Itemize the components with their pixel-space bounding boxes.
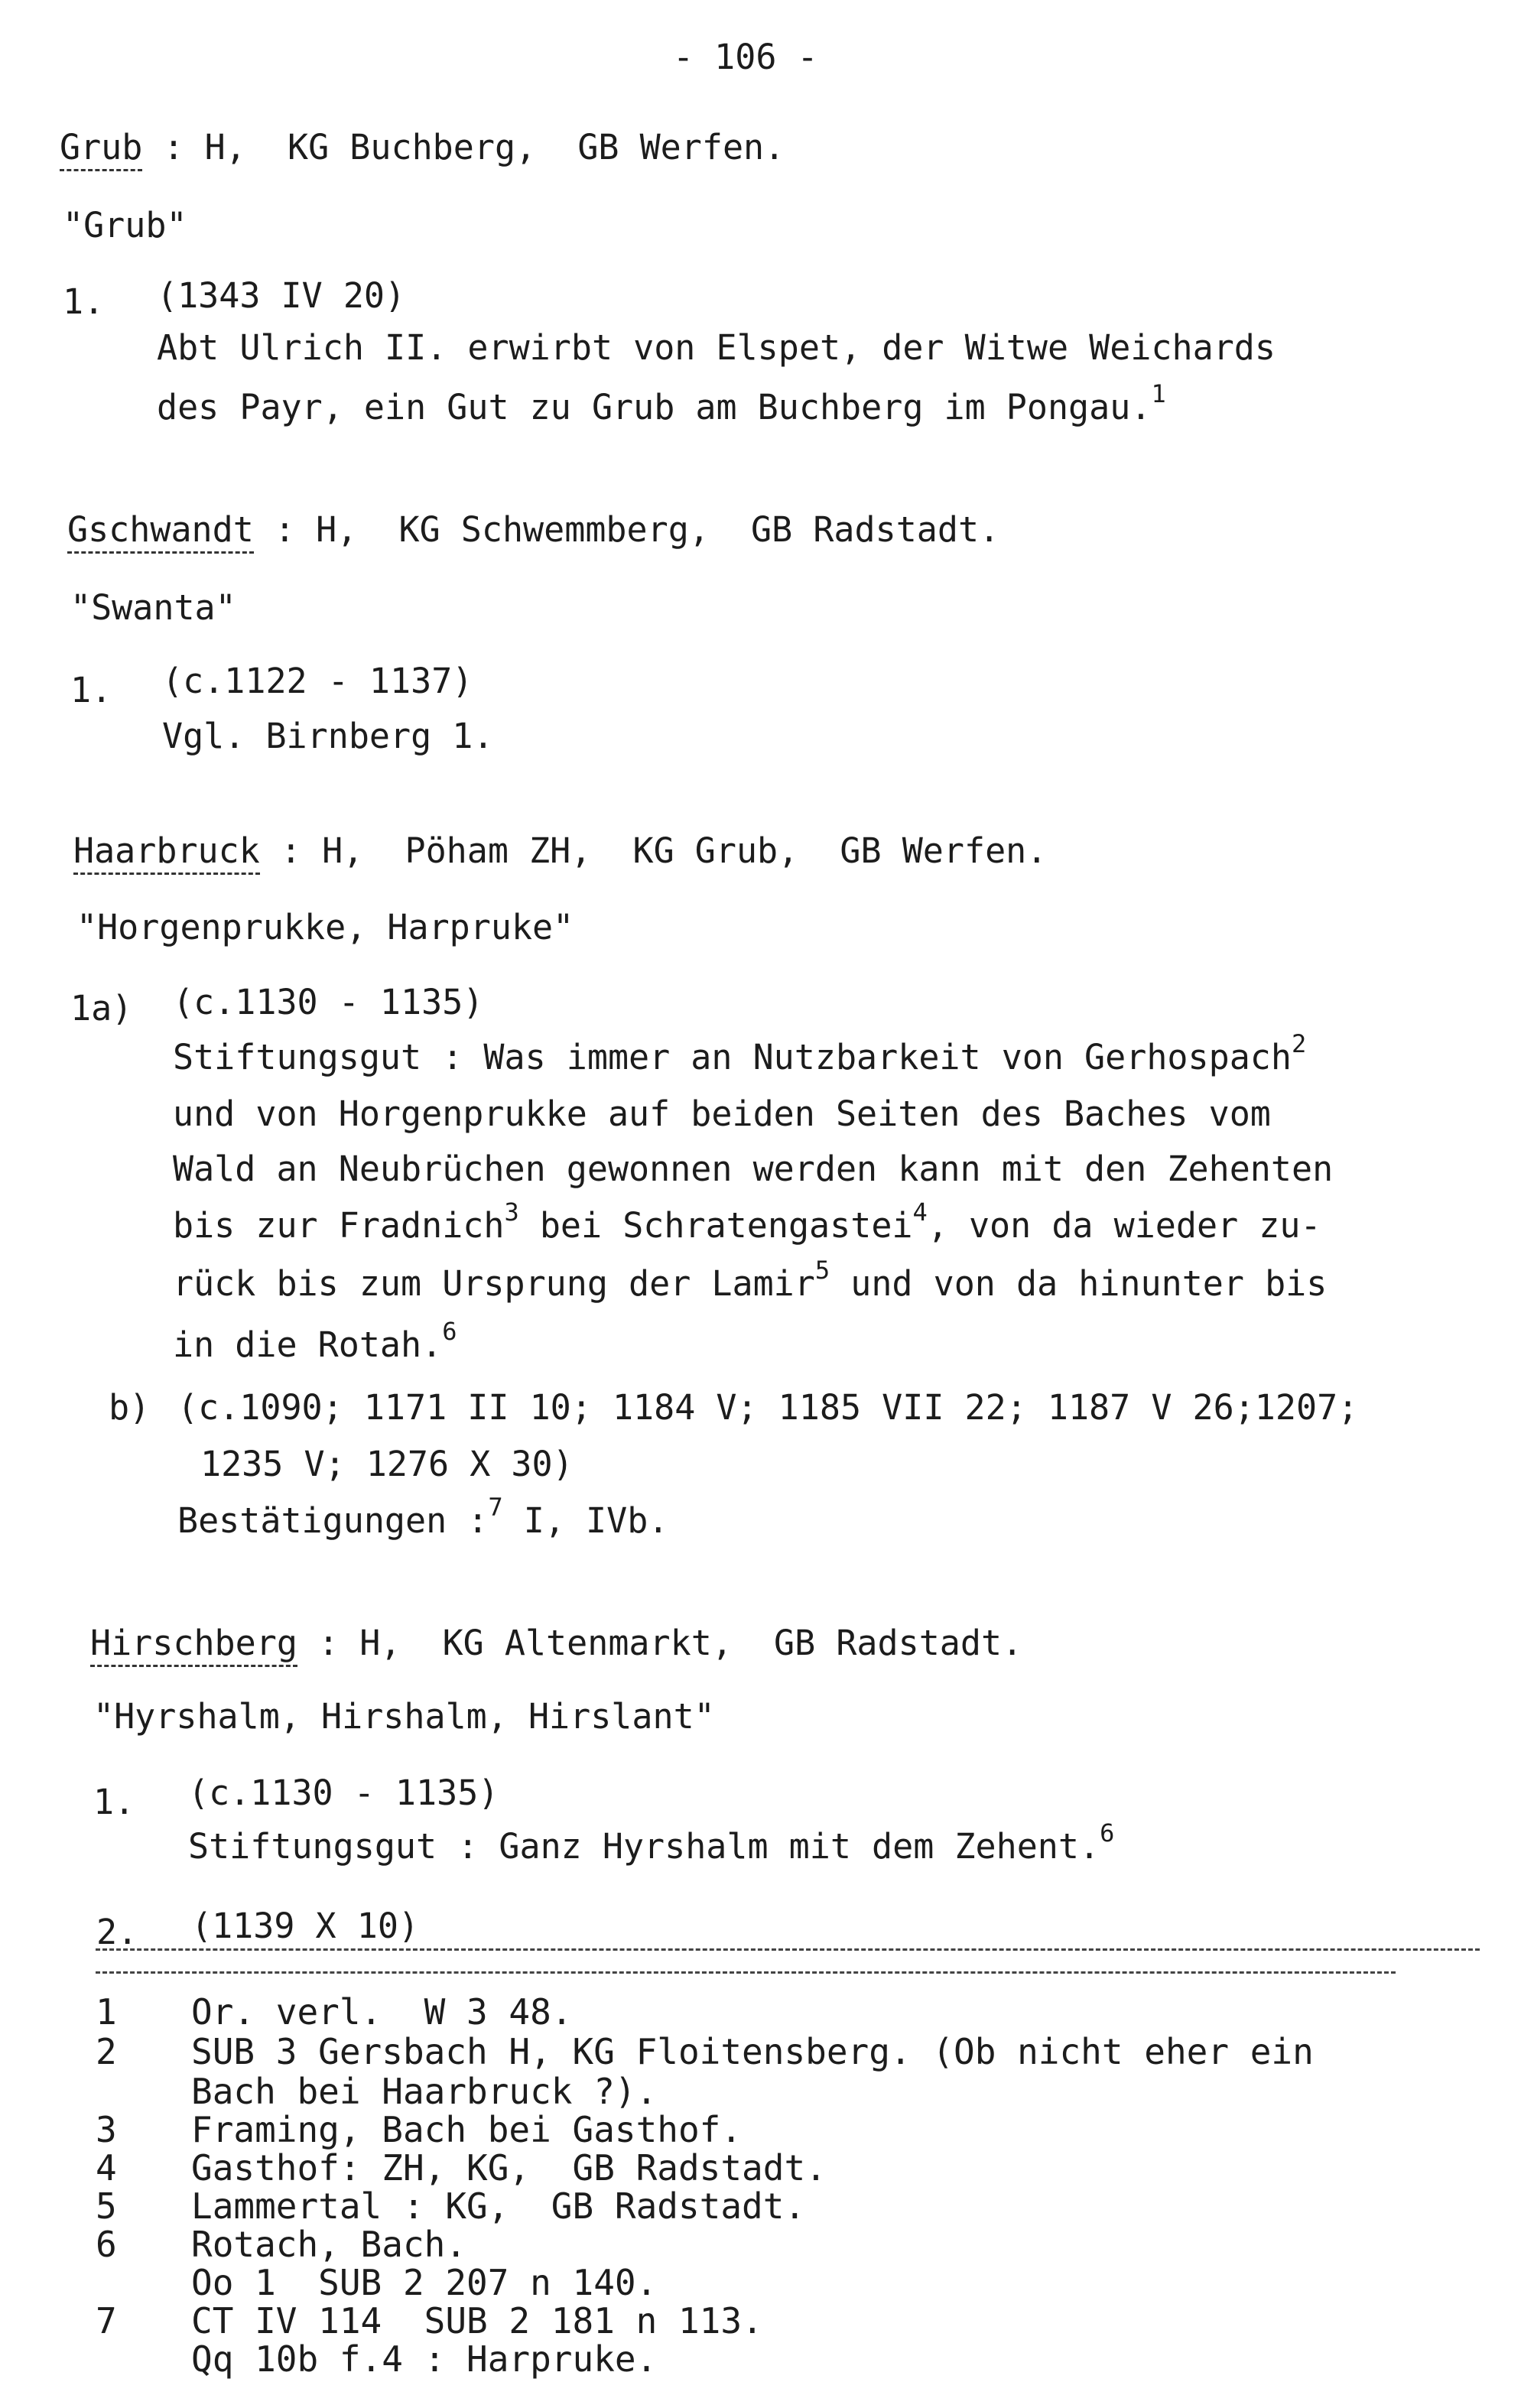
footnote-number: 5 xyxy=(96,2185,117,2227)
entry-details-haarbruck: : H, Pöham ZH, KG Grub, GB Werfen. xyxy=(259,830,1048,871)
item-text-haarbruck-b-line3 xyxy=(177,1493,669,1541)
footnote-text: Rotach, Bach. xyxy=(191,2224,467,2265)
item-date-hirschberg-2: (1139 X 10) xyxy=(191,1906,420,1946)
footnote-4 xyxy=(96,2147,827,2189)
item-text: bei Schratengastei xyxy=(518,1205,913,1246)
entry-details-gschwandt: : H, KG Schwemmberg, GB Radstadt. xyxy=(253,509,1000,550)
item-label-gschwandt-1: 1. xyxy=(70,670,112,710)
footnote-number: 2 xyxy=(96,2031,117,2072)
footnote-2-line2: Bach bei Haarbruck ?). xyxy=(191,2071,658,2112)
item-text-haarbruck-1a-line5 xyxy=(173,1256,1328,1304)
item-text-grub-1-line2 xyxy=(157,379,1166,427)
page-number: - 106 - xyxy=(673,37,818,77)
entry-heading-grub xyxy=(60,127,785,167)
item-date-gschwandt-1: (c.1122 - 1137) xyxy=(162,661,473,701)
item-label-hirschberg-2: 2. xyxy=(96,1912,138,1952)
footnote-ref: 2 xyxy=(1291,1029,1307,1058)
item-text: , von da wieder zu- xyxy=(927,1205,1321,1246)
footnote-ref: 6 xyxy=(442,1317,457,1346)
item-text: Stiftungsgut : Was immer an Nutzbarkeit von Gerhospach xyxy=(173,1037,1292,1077)
item-text-haarbruck-1a-line6 xyxy=(173,1317,457,1365)
entry-name-gschwandt: Gschwandt xyxy=(67,509,254,554)
footnote-number: 1 xyxy=(96,1991,117,2033)
entry-quote-grub: "Grub" xyxy=(63,205,187,245)
footnote-ref: 1 xyxy=(1151,379,1166,408)
footnote-text: Framing, Bach bei Gasthof. xyxy=(191,2109,743,2150)
item-text-haarbruck-b-line1: (c.1090; 1171 II 10; 1184 V; 1185 VII 22; 1187 V 26;1207; xyxy=(177,1387,1359,1428)
entry-heading-haarbruck xyxy=(73,830,1048,871)
item-date-haarbruck-1a: (c.1130 - 1135) xyxy=(173,982,484,1022)
item-date-hirschberg-1: (c.1130 - 1135) xyxy=(188,1773,499,1813)
footnote-2 xyxy=(96,2031,1314,2072)
footnote-7-line2: Qq 10b f.4 : Harpruke. xyxy=(191,2338,658,2380)
item-date-grub-1: (1343 IV 20) xyxy=(157,275,406,316)
item-text: bis zur Fradnich xyxy=(173,1205,505,1246)
item-text-hirschberg-1 xyxy=(188,1818,1115,1867)
footnote-number: 4 xyxy=(96,2147,117,2189)
footnote-number: 7 xyxy=(96,2300,117,2341)
item-text-gschwandt-1: Vgl. Birnberg 1. xyxy=(162,716,494,756)
item-text-grub-1-line1: Abt Ulrich II. erwirbt von Elspet, der Witwe Weichards xyxy=(157,327,1276,368)
item-text: I, IVb. xyxy=(502,1500,669,1541)
item-text: rück bis zum Ursprung der Lamir xyxy=(173,1263,815,1304)
entry-heading-gschwandt xyxy=(67,509,1000,550)
entry-details-hirschberg: : H, KG Altenmarkt, GB Radstadt. xyxy=(297,1623,1023,1663)
entry-name-haarbruck: Haarbruck xyxy=(73,830,260,875)
entry-heading-hirschberg xyxy=(90,1623,1023,1663)
item-text-haarbruck-1a-line1 xyxy=(173,1029,1307,1077)
footnote-ref: 5 xyxy=(814,1256,830,1285)
footnote-ref: 3 xyxy=(504,1198,519,1227)
item-text: des Payr, ein Gut zu Grub am Buchberg im Pongau. xyxy=(157,387,1152,427)
entry-details-grub: : H, KG Buchberg, GB Werfen. xyxy=(142,127,785,167)
footnote-text: Or. verl. W 3 48. xyxy=(191,1991,573,2033)
footnote-5 xyxy=(96,2185,806,2227)
footnote-6-line2: Oo 1 SUB 2 207 n 140. xyxy=(191,2262,658,2303)
entry-quote-gschwandt: "Swanta" xyxy=(70,587,236,628)
footnote-3 xyxy=(96,2109,743,2150)
item-text: Bestätigungen : xyxy=(177,1500,489,1541)
footnote-divider xyxy=(96,1948,1480,1951)
item-label-grub-1: 1. xyxy=(63,281,105,322)
item-text-haarbruck-b-line2: 1235 V; 1276 X 30) xyxy=(200,1444,574,1484)
item-text: und von da hinunter bis xyxy=(830,1263,1328,1304)
entry-quote-haarbruck: "Horgenprukke, Harpruke" xyxy=(76,907,574,947)
footnote-6 xyxy=(96,2224,467,2265)
entry-name-grub: Grub xyxy=(60,127,142,171)
item-label-haarbruck-1a: 1a) xyxy=(70,988,133,1029)
footnote-ref: 7 xyxy=(488,1493,503,1522)
footnote-number: 3 xyxy=(96,2109,117,2150)
item-text: in die Rotah. xyxy=(173,1324,443,1365)
footnote-divider-lower xyxy=(96,1971,1396,1974)
footnote-ref: 6 xyxy=(1100,1818,1115,1847)
item-text: Stiftungsgut : Ganz Hyrshalm mit dem Zehent. xyxy=(188,1826,1100,1867)
footnote-ref: 4 xyxy=(912,1198,928,1227)
item-text-haarbruck-1a-line3: Wald an Neubrüchen gewonnen werden kann mit den Zehenten xyxy=(173,1149,1334,1189)
entry-name-hirschberg: Hirschberg xyxy=(90,1623,297,1667)
footnote-text: Gasthof: ZH, KG, GB Radstadt. xyxy=(191,2147,827,2189)
footnote-number: 6 xyxy=(96,2224,117,2265)
footnote-text: CT IV 114 SUB 2 181 n 113. xyxy=(191,2300,763,2341)
item-label-haarbruck-b: b) xyxy=(109,1387,151,1428)
item-text-haarbruck-1a-line2: und von Horgenprukke auf beiden Seiten des Baches vom xyxy=(173,1094,1271,1134)
footnote-1 xyxy=(96,1991,573,2033)
footnote-text: SUB 3 Gersbach H, KG Floitensberg. (Ob nicht eher ein xyxy=(191,2031,1314,2072)
footnote-7 xyxy=(96,2300,763,2341)
item-text-haarbruck-1a-line4 xyxy=(173,1198,1321,1246)
footnote-text: Lammertal : KG, GB Radstadt. xyxy=(191,2185,806,2227)
item-label-hirschberg-1: 1. xyxy=(93,1782,135,1822)
entry-quote-hirschberg: "Hyrshalm, Hirshalm, Hirslant" xyxy=(93,1696,715,1737)
